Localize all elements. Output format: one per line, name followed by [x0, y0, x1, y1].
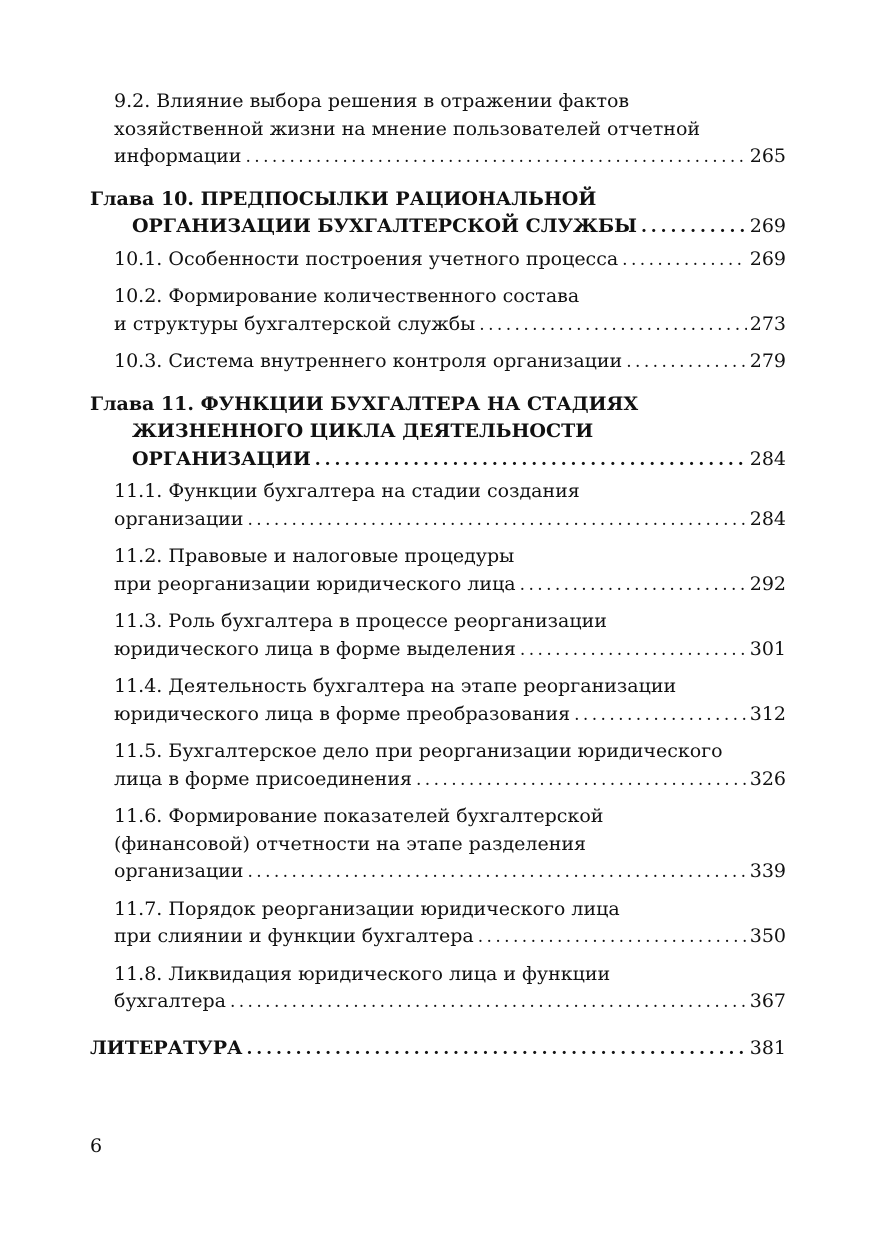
toc-entry-line: 11.7. Порядок реорганизации юридического лица [114, 897, 620, 920]
toc-entry-last-line [114, 506, 786, 535]
toc-entry-last-line [114, 311, 786, 340]
toc-entry [114, 348, 786, 377]
toc-entry-line: 11.5. Бухгалтерское дело при реорганизации юридического [114, 740, 723, 762]
toc-entry-line: 11.3. Роль бухгалтера в процессе реорганизации [114, 610, 607, 632]
toc-entry-last-line [114, 923, 786, 952]
toc-entry-last-line [90, 446, 786, 475]
toc-entry [114, 738, 786, 794]
toc-entry-last-line [114, 636, 786, 665]
dot-leader [247, 507, 746, 535]
toc-entry [114, 896, 786, 952]
toc-page-number: 265 [749, 145, 786, 167]
toc-page-number: 269 [749, 215, 786, 237]
toc-page-number: 284 [749, 447, 786, 470]
toc-entry-line: хозяйственной жизни на мнение пользователей отчетной [114, 117, 701, 140]
dot-leader [641, 214, 747, 242]
dot-leader [622, 247, 747, 275]
toc-page-number: 273 [749, 312, 786, 335]
toc-entry-line: лица в форме присоединения [114, 767, 412, 790]
toc-entry-line: 11.6. Формирование показателей бухгалтерской [114, 805, 604, 827]
toc-entry [114, 961, 786, 1017]
toc-page-number: 284 [749, 507, 786, 530]
toc-chapter-line: ЛИТЕРАТУРА [90, 1036, 243, 1059]
toc-chapter [90, 391, 786, 475]
toc-entry-last-line [114, 348, 786, 377]
toc-page-number: 279 [749, 350, 786, 372]
toc-entry-line: и структуры бухгалтерской службы [114, 312, 476, 335]
toc-page-number: 312 [749, 702, 786, 725]
toc-entry-line: бухгалтера [114, 990, 226, 1012]
toc-chapter-line: ЖИЗНЕННОГО ЦИКЛА ДЕЯТЕЛЬНОСТИ [132, 420, 594, 442]
toc-entry-last-line [114, 988, 786, 1017]
toc-entry-last-line [114, 571, 786, 600]
toc-entry-last-line [114, 766, 786, 795]
toc-entry-last-line [90, 1035, 786, 1064]
dot-leader [245, 144, 746, 172]
dot-leader [478, 924, 747, 952]
toc-entry-line: юридического лица в форме выделения [114, 637, 516, 660]
toc-entry-line: при реорганизации юридического лица [114, 572, 516, 595]
toc-entry-line: юридического лица в форме преобразования [114, 702, 571, 725]
dot-leader [520, 637, 747, 665]
toc-chapter-line: Глава 10. ПРЕДПОСЫЛКИ РАЦИОНАЛЬНОЙ [90, 187, 597, 210]
dot-leader [315, 447, 747, 475]
toc-entry [114, 478, 786, 534]
toc-page-number: 292 [749, 572, 786, 595]
toc-entry-line: 10.2. Формирование количественного состава [114, 285, 580, 307]
toc-entry-line: при слиянии и функции бухгалтера [114, 925, 474, 947]
toc-page-number: 339 [749, 860, 786, 882]
table-of-contents [90, 88, 786, 1063]
toc-chapter-line: ОРГАНИЗАЦИИ БУХГАЛТЕРСКОЙ СЛУЖБЫ [132, 215, 637, 237]
toc-entry-line: 11.1. Функции бухгалтера на стадии создания [114, 480, 580, 502]
toc-entry-line: организации [114, 860, 244, 882]
dot-leader [574, 702, 747, 730]
toc-entry-last-line [90, 213, 786, 242]
toc-chapter-line: Глава 11. ФУНКЦИИ БУХГАЛТЕРА НА СТАДИЯХ [90, 392, 639, 415]
dot-leader [230, 989, 747, 1017]
toc-entry-last-line [114, 858, 786, 887]
toc-entry-line: 10.1. Особенности построения учетного процесса [114, 247, 619, 270]
toc-entry [114, 283, 786, 339]
toc-entry [114, 608, 786, 664]
dot-leader [416, 767, 747, 795]
toc-chapter-line: ОРГАНИЗАЦИИ [132, 447, 311, 470]
toc-entry-line: организации [114, 507, 244, 530]
toc-entry-line: 10.3. Система внутреннего контроля организации [114, 350, 623, 372]
toc-entry-last-line [114, 143, 786, 172]
toc-entry [114, 543, 786, 599]
dot-leader [246, 1036, 746, 1064]
toc-page-number: 326 [749, 767, 786, 790]
toc-page-number: 381 [749, 1036, 786, 1059]
toc-entry-line: 9.2. Влияние выбора решения в отражении фактов [114, 90, 630, 112]
toc-entry-line: информации [114, 145, 242, 167]
toc-page-number: 269 [749, 247, 786, 270]
dot-leader [247, 859, 746, 887]
toc-entry [114, 88, 786, 172]
toc-page-number: 350 [749, 925, 786, 947]
toc-entry [114, 246, 786, 275]
toc-entry-line: 11.2. Правовые и налоговые процедуры [114, 545, 515, 567]
toc-entry-last-line [114, 246, 786, 275]
toc-page-number: 367 [749, 990, 786, 1012]
toc-entry [114, 803, 786, 887]
toc-entry-last-line [114, 701, 786, 730]
toc-entry [114, 673, 786, 729]
toc-page-number: 301 [749, 637, 786, 660]
page-number: 6 [90, 1135, 103, 1157]
dot-leader [479, 312, 746, 340]
dot-leader [520, 572, 747, 600]
toc-entry-line: (финансовой) отчетности на этапе разделения [114, 832, 587, 855]
dot-leader [626, 349, 747, 377]
toc-entry-line: 11.4. Деятельность бухгалтера на этапе реорганизации [114, 675, 677, 697]
toc-chapter [90, 186, 786, 242]
toc-chapter [90, 1035, 786, 1064]
toc-entry-line: 11.8. Ликвидация юридического лица и функции [114, 962, 611, 985]
